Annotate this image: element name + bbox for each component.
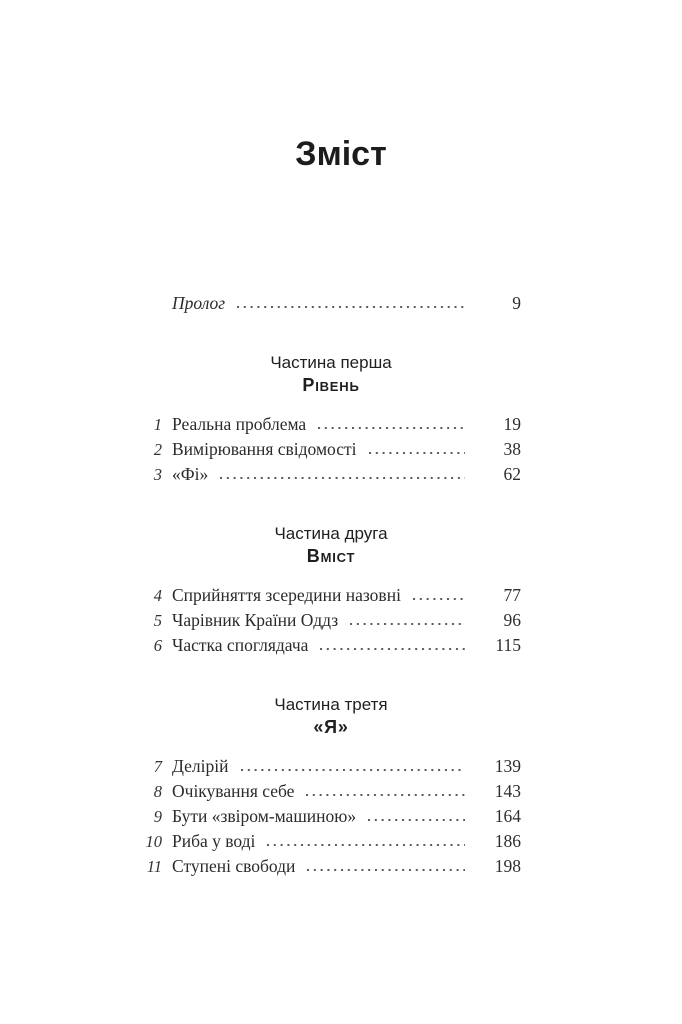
entry-title: Делірій <box>172 756 229 776</box>
entry-number: 2 <box>153 440 162 459</box>
entry-title: Чарівник Країни Оддз <box>172 610 339 630</box>
entry-number: 9 <box>153 807 162 826</box>
page-title: Зміст <box>295 135 387 173</box>
entry-number <box>141 291 162 316</box>
entry-title: Вимірювання свідомості <box>172 439 357 459</box>
part-name: Рівень <box>302 375 360 395</box>
entry-title: Бути «звіром-машиною» <box>172 806 357 826</box>
entry-number: 5 <box>153 611 162 630</box>
dotted-leader <box>368 819 465 821</box>
entry-title: «Фі» <box>172 464 209 484</box>
entry-number: 3 <box>153 465 162 484</box>
entry-page-number: 9 <box>512 293 521 313</box>
entry-page-number: 139 <box>494 756 521 776</box>
dotted-leader <box>307 869 465 871</box>
toc-entry <box>141 854 521 879</box>
dotted-leader <box>320 648 465 650</box>
part-name: «Я» <box>313 717 349 737</box>
entry-title: Риба у воді <box>172 831 256 851</box>
entry-page-number: 38 <box>503 439 521 459</box>
dotted-leader <box>318 427 465 429</box>
dotted-leader <box>306 794 465 796</box>
dotted-leader <box>350 623 465 625</box>
entry-number: 4 <box>153 586 162 605</box>
entry-number: 7 <box>153 757 162 776</box>
part-heading-2 <box>141 523 521 567</box>
dotted-leader <box>267 844 465 846</box>
toc-entry <box>141 462 521 487</box>
entry-title: Ступені свободи <box>172 856 296 876</box>
entry-title: Сприйняття зсередини назовні <box>172 585 401 605</box>
toc-entry <box>141 829 521 854</box>
toc-entry <box>141 804 521 829</box>
toc-entry <box>141 633 521 658</box>
part-label: Частина друга <box>274 524 388 543</box>
entry-title: Очікування себе <box>172 781 295 801</box>
dotted-leader <box>241 769 466 771</box>
entry-page-number: 62 <box>503 464 521 484</box>
dotted-leader <box>237 306 465 308</box>
toc-entry <box>141 583 521 608</box>
entry-page-number: 143 <box>494 781 521 801</box>
chapter-group-2 <box>141 583 521 658</box>
dotted-leader <box>413 598 465 600</box>
entry-page-number: 186 <box>494 831 521 851</box>
part-label: Частина перша <box>270 353 392 372</box>
entry-number: 6 <box>153 636 162 655</box>
entry-title: Пролог <box>172 293 226 313</box>
toc-entry <box>141 412 521 437</box>
toc-entry <box>141 754 521 779</box>
toc-entry-prologue <box>141 291 521 316</box>
chapter-group-1 <box>141 412 521 487</box>
entry-number: 8 <box>153 782 162 801</box>
entry-page-number: 77 <box>503 585 521 605</box>
dotted-leader <box>220 477 465 479</box>
entry-page-number: 164 <box>494 806 521 826</box>
entry-page-number: 96 <box>503 610 521 630</box>
part-label: Частина третя <box>274 695 388 714</box>
entry-number: 1 <box>153 415 162 434</box>
entry-number: 10 <box>145 832 162 851</box>
toc-entry <box>141 608 521 633</box>
part-name: Вміст <box>306 546 356 566</box>
entry-page-number: 115 <box>495 635 521 655</box>
part-heading-1 <box>141 352 521 396</box>
entry-title: Реальна проблема <box>172 414 307 434</box>
table-of-contents <box>141 291 521 879</box>
entry-title: Частка споглядача <box>172 635 309 655</box>
chapter-group-3 <box>141 754 521 879</box>
entry-page-number: 19 <box>503 414 521 434</box>
dotted-leader <box>369 452 465 454</box>
part-heading-3 <box>141 694 521 738</box>
toc-entry <box>141 437 521 462</box>
toc-entry <box>141 779 521 804</box>
entry-number: 11 <box>146 857 162 876</box>
entry-page-number: 198 <box>494 856 521 876</box>
